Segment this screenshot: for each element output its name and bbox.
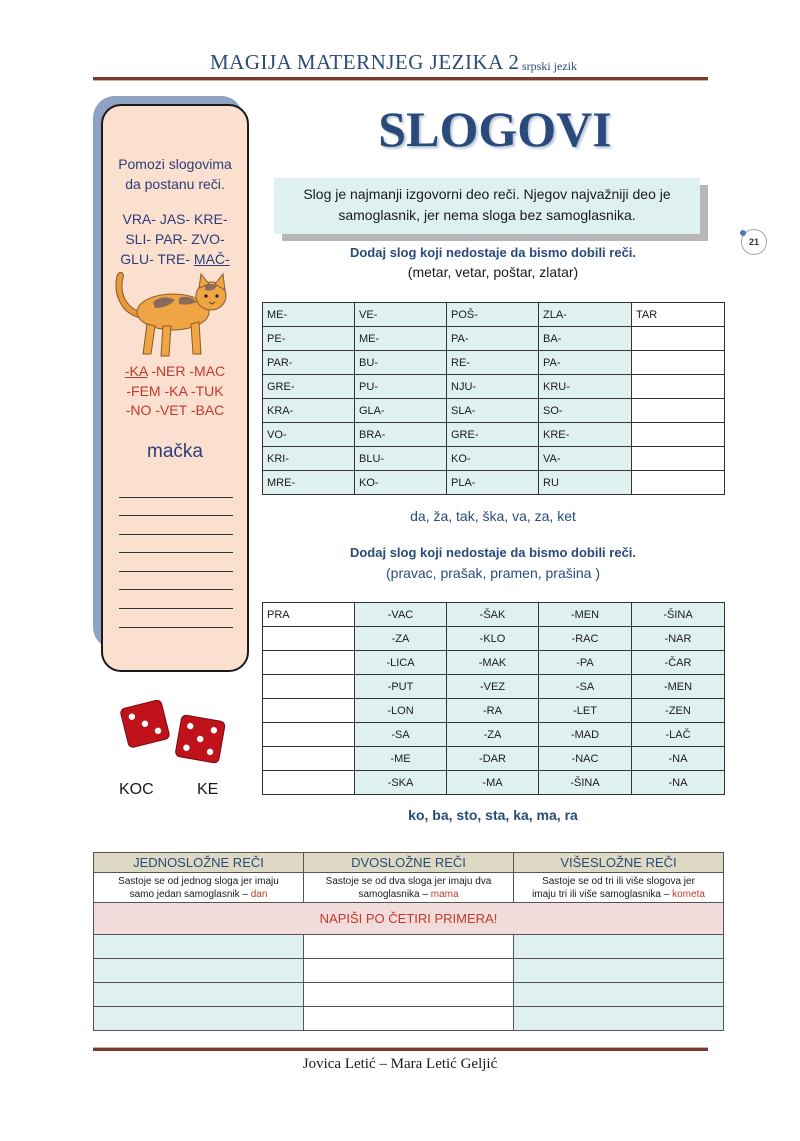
answer-line[interactable] [119,589,233,590]
exercise2-row [263,675,725,699]
exercise2-cell[interactable] [263,699,355,723]
sidebar-intro-1: Pomozi slogovima [118,156,232,172]
page-title: SLOGOVI [378,101,612,157]
exercise2-cell: -ME [355,747,447,771]
exercise2-cell: -ŠAK [447,603,539,627]
answer-line[interactable] [119,515,233,516]
exercise2-cell: -MAK [447,651,539,675]
definition-line-1: Slog je najmanji izgovorni deo reči. Njegov najvažniji deo je [303,186,671,202]
exercise2-instruction: Dodaj slog koji nedostaje da bismo dobili reči. [349,545,637,560]
exercise2-cell: -LAČ [632,723,725,747]
answer-line[interactable] [119,608,233,609]
answer-line[interactable] [119,627,233,628]
answer-cell[interactable] [94,983,304,1007]
exercise2-cell: PRA [263,603,355,627]
exercise2-row [263,627,725,651]
answer-cell[interactable] [304,1007,514,1031]
exercise1-cell: NJU- [447,375,539,399]
dice-label-right: KE [197,781,219,798]
exercise2-cell[interactable] [263,675,355,699]
exercise1-syllables: da, ža, tak, ška, va, za, ket [410,508,576,524]
exercise2-table [262,602,725,795]
exercise1-row [263,303,725,327]
summary-header-multi-syllable: VIŠESLOŽNE REČI [514,853,724,873]
exercise2-cell: -RAC [539,627,632,651]
cat-illustration [113,264,233,360]
exercise1-cell: SO- [539,399,632,423]
sidebar-syllables-1: VRA- JAS- KRE- [122,211,228,227]
exercise1-cell: KRA- [263,399,355,423]
exercise2-cell: -DAR [447,747,539,771]
footer-rule [93,1047,708,1051]
sidebar-syllables-2: SLI- PAR- ZVO- [125,231,225,247]
summary-desc-line2: samo jedan samoglasnik – [129,888,248,900]
sidebar-endings-1a: -KA [124,363,148,379]
summary-table [93,852,724,1031]
answer-line[interactable] [119,552,233,553]
exercise2-cell: -NAC [539,747,632,771]
exercise1-cell: KO- [447,447,539,471]
exercise2-cell: -MEN [632,675,725,699]
exercise2-cell: -ZA [355,627,447,651]
exercise1-row [263,351,725,375]
exercise1-cell: ZLA- [539,303,632,327]
exercise1-cell: RE- [447,351,539,375]
summary-header-two-syllable: DVOSLOŽNE REČI [304,853,514,873]
exercise1-row [263,471,725,495]
exercise2-cell: -KLO [447,627,539,651]
exercise1-cell[interactable] [632,327,725,351]
exercise1-cell: BA- [539,327,632,351]
exercise2-cell: -ČAR [632,651,725,675]
summary-desc-multi [514,873,724,903]
exercise2-cell: -NA [632,771,725,795]
answer-cell[interactable] [514,959,724,983]
dice-label-left: KOC [119,781,154,798]
exercise1-cell: KRU- [539,375,632,399]
exercise1-cell[interactable] [632,399,725,423]
exercise2-cell: -NA [632,747,725,771]
header-rule [93,77,708,81]
summary-desc-line2: imaju tri ili više samoglasnika – [532,888,670,900]
summary-header-one-syllable: JEDNOSLOŽNE REČI [94,853,304,873]
header-title: MAGIJA MATERNJEG JEZIKA 2 [210,50,520,74]
answer-cell[interactable] [94,1007,304,1031]
answer-cell[interactable] [514,1007,724,1031]
exercise1-cell: VA- [539,447,632,471]
exercise2-cell[interactable] [263,747,355,771]
exercise1-row [263,375,725,399]
exercise2-row [263,723,725,747]
exercise2-cell: -PUT [355,675,447,699]
footer-authors: Jovica Letić – Mara Letić Geljić [302,1056,498,1072]
sidebar-syllables-3b: MAČ- [193,251,230,267]
exercise1-cell: PA- [447,327,539,351]
exercise1-cell: KRE- [539,423,632,447]
summary-desc-line1: Sastoje se od dva sloga jer imaju dva [325,875,492,887]
sidebar-endings-3: -NO -VET -BAC [125,402,225,418]
exercise2-examples: (pravac, prašak, pramen, prašina ) [386,565,600,581]
exercise1-cell: GLA- [355,399,447,423]
exercise2-cell[interactable] [263,651,355,675]
exercise2-cell: -NAR [632,627,725,651]
exercise2-cell: -SKA [355,771,447,795]
exercise1-cell: PAR- [263,351,355,375]
exercise2-syllables: ko, ba, sto, sta, ka, ma, ra [408,807,578,823]
exercise1-row [263,447,725,471]
dice-illustration [116,698,234,770]
exercise1-cell[interactable] [632,423,725,447]
exercise2-cell: -LON [355,699,447,723]
exercise2-cell[interactable] [263,723,355,747]
answer-cell[interactable] [304,959,514,983]
answer-cell[interactable] [94,959,304,983]
exercise2-cell: -VAC [355,603,447,627]
definition-line-2: samoglasnik, jer nema sloga bez samoglasnika. [338,207,636,223]
summary-desc-one [94,873,304,903]
answer-cell[interactable] [304,983,514,1007]
exercise2-cell[interactable] [263,627,355,651]
exercise2-row [263,747,725,771]
exercise1-cell: PLA- [447,471,539,495]
page-number-dot [740,230,746,236]
exercise1-instruction: Dodaj slog koji nedostaje da bismo dobili reči. [349,245,637,260]
exercise2-row [263,771,725,795]
exercise1-cell: PA- [539,351,632,375]
definition-box [274,178,700,234]
exercise2-cell: -MAD [539,723,632,747]
exercise2-cell: -LICA [355,651,447,675]
exercise1-row [263,327,725,351]
page-number: 21 [741,229,767,255]
exercise1-cell[interactable] [632,351,725,375]
exercise2-cell: -MA [447,771,539,795]
exercise2-row [263,699,725,723]
exercise1-cell: KO- [355,471,447,495]
sidebar-endings-1b: -NER -MAC [151,363,226,379]
exercise1-cell: MRE- [263,471,355,495]
exercise1-cell: GRE- [447,423,539,447]
exercise1-cell: BLU- [355,447,447,471]
exercise1-cell: ME- [355,327,447,351]
answer-cell[interactable] [304,935,514,959]
exercise2-cell: -VEZ [447,675,539,699]
summary-desc-two [304,873,514,903]
exercise2-cell: -SA [355,723,447,747]
exercise1-cell: GRE- [263,375,355,399]
exercise1-cell: VE- [355,303,447,327]
exercise2-row [263,651,725,675]
answer-line[interactable] [119,534,233,535]
summary-desc-example: kometa [672,888,705,900]
exercise1-cell[interactable] [632,471,725,495]
exercise1-row [263,423,725,447]
exercise1-cell: ME- [263,303,355,327]
sidebar-intro-2: da postanu reči. [125,176,225,192]
summary-desc-line1: Sastoje se od tri ili više slogova jer [542,875,695,887]
exercise2-cell: -LET [539,699,632,723]
exercise1-cell: PE- [263,327,355,351]
exercise1-table [262,302,725,495]
exercise1-cell: RU [539,471,632,495]
exercise2-cell: -ZA [447,723,539,747]
exercise1-cell: VO- [263,423,355,447]
exercise1-cell: BU- [355,351,447,375]
sidebar-syllables-3a: GLU- TRE- [120,251,191,267]
summary-desc-line1: Sastoje se od jednog sloga jer imaju [118,875,279,887]
exercise2-cell: -ŠINA [539,771,632,795]
exercise2-cell: -SA [539,675,632,699]
sidebar-endings-1 [105,363,245,379]
answer-cell[interactable] [94,935,304,959]
exercise2-cell: -PA [539,651,632,675]
exercise1-cell: BRA- [355,423,447,447]
exercise1-examples: (metar, vetar, poštar, zlatar) [407,264,579,280]
answer-line[interactable] [119,497,233,498]
answer-cell[interactable] [514,935,724,959]
sidebar-example-word: mačka [147,441,203,462]
exercise1-cell: PU- [355,375,447,399]
summary-note: NAPIŠI PO ČETIRI PRIMERA! [94,903,724,935]
exercise1-cell: POŠ- [447,303,539,327]
answer-line[interactable] [119,571,233,572]
exercise1-cell: SLA- [447,399,539,423]
exercise1-row [263,399,725,423]
exercise1-cell: KRI- [263,447,355,471]
exercise2-cell: -MEN [539,603,632,627]
summary-desc-example: dan [250,888,268,900]
sidebar-endings-2: -FEM -KA -TUK [126,383,224,399]
exercise2-row [263,603,725,627]
exercise2-cell[interactable] [263,771,355,795]
exercise2-cell: -RA [447,699,539,723]
exercise2-cell: -ZEN [632,699,725,723]
summary-desc-line2: samoglasnika – [358,888,428,900]
exercise1-cell: TAR [632,303,725,327]
header-subject: srpski jezik [522,59,577,73]
summary-desc-example: mama [430,888,459,900]
answer-cell[interactable] [514,983,724,1007]
exercise1-cell[interactable] [632,447,725,471]
exercise2-cell: -ŠINA [632,603,725,627]
exercise1-cell[interactable] [632,375,725,399]
